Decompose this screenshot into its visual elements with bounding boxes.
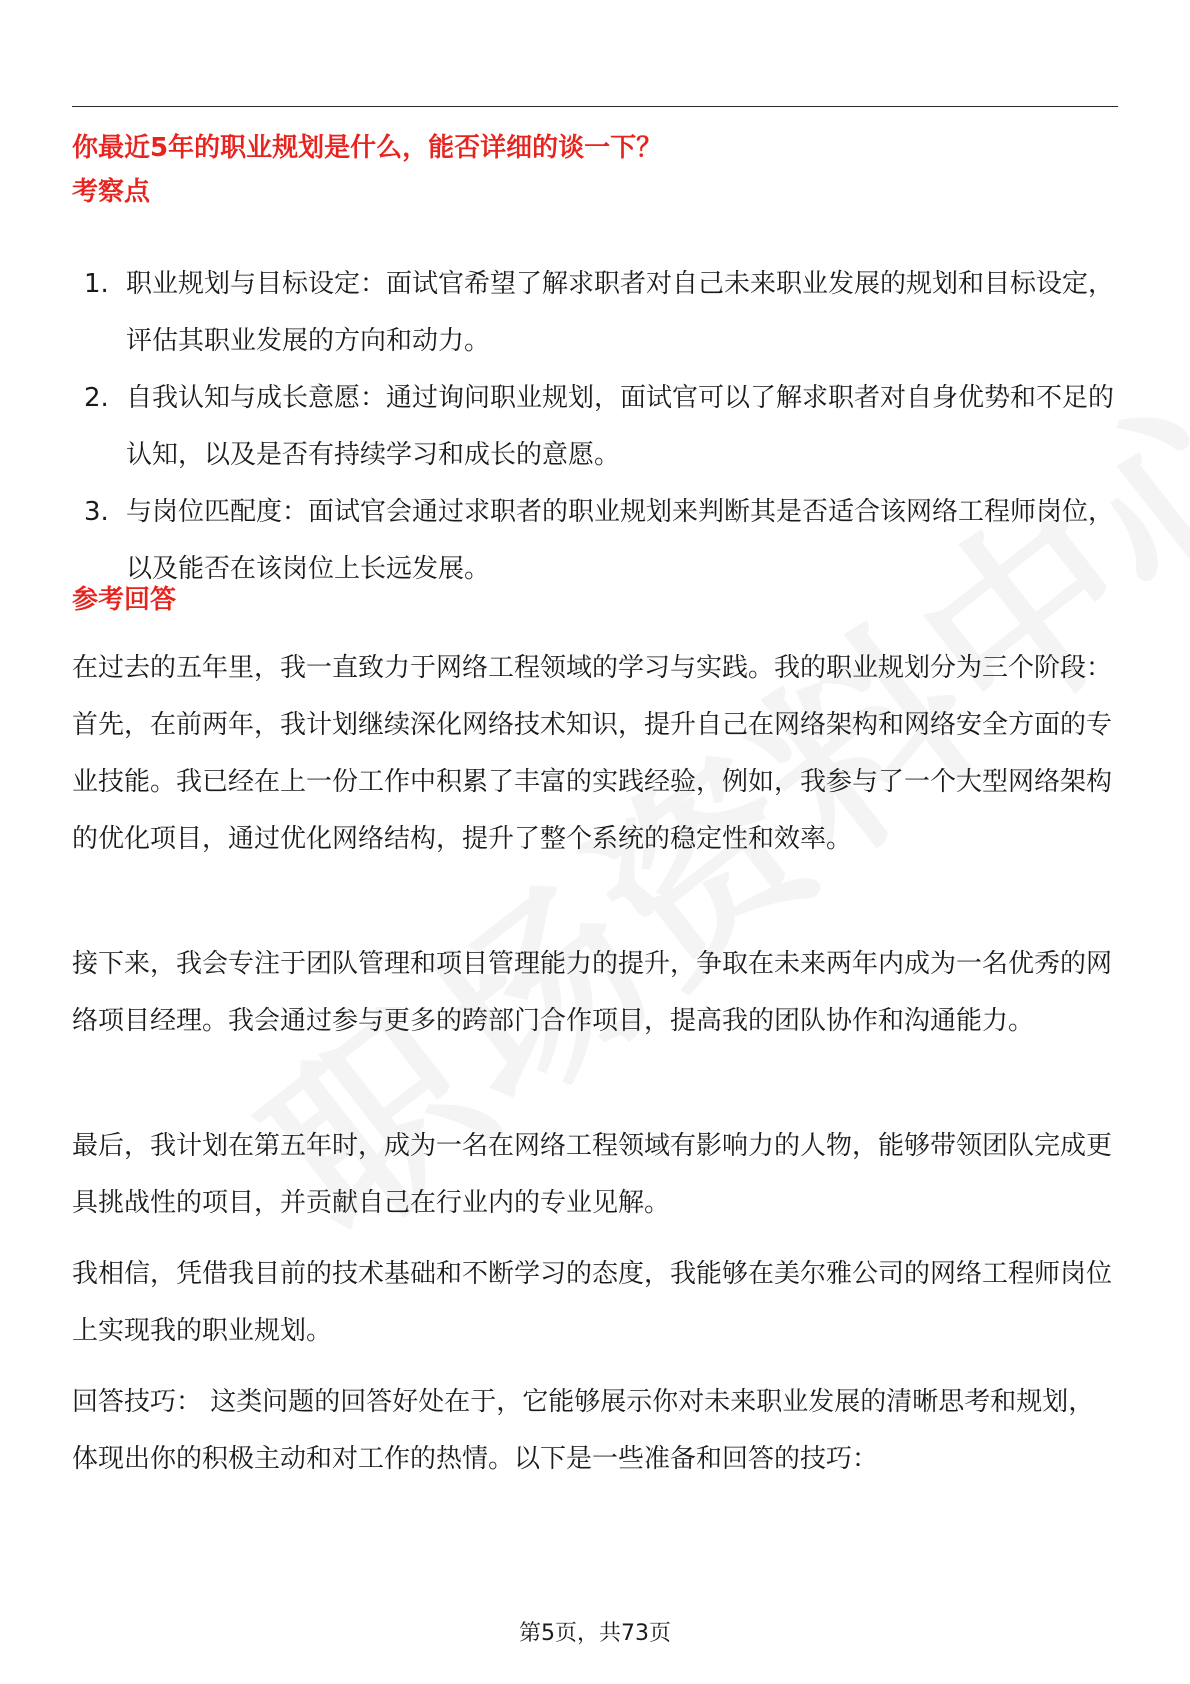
top-divider: [72, 106, 1118, 107]
reference-answer-heading: 参考回答: [72, 585, 177, 615]
list-item: [72, 370, 1118, 484]
answer-tips-paragraph: 回答技巧： 这类问题的回答好处在于，它能够展示你对未来职业发展的清晰思考和规划，体现出你的积极主动和对工作的热情。以下是一些准备和回答的技巧：: [72, 1387, 1095, 1474]
exam-points-heading: 考察点: [72, 177, 151, 207]
list-item-number: 1.: [84, 269, 109, 299]
answer-paragraph-1: 在过去的五年里，我一直致力于网络工程领域的学习与实践。我的职业规划分为三个阶段：首先，在前两年，我计划继续深化网络技术知识，提升自己在网络架构和网络安全方面的专业技能。我已经在上一份工作中积累了丰富的实践经验，例如，我参与了一个大型网络架构的优化项目，通过优化网络结构，提升了整个系统的稳定性和效率。: [72, 653, 1113, 854]
list-item: [72, 256, 1118, 370]
list-item-text: 自我认知与成长意愿：通过询问职业规划，面试官可以了解求职者对自身优势和不足的认知，以及是否有持续学习和成长的意愿。: [126, 383, 1115, 470]
page-number-footer: 第5页，共73页: [519, 1621, 671, 1646]
list-item-text: 职业规划与目标设定：面试官希望了解求职者对自己未来职业发展的规划和目标设定，评估其职业发展的方向和动力。: [126, 269, 1115, 356]
question-title: 你最近5年的职业规划是什么，能否详细的谈一下？: [72, 133, 663, 163]
answer-paragraph-3: 最后，我计划在第五年时，成为一名在网络工程领域有影响力的人物，能够带领团队完成更具挑战性的项目，并贡献自己在行业内的专业见解。: [72, 1131, 1113, 1218]
list-item-number: 3.: [84, 497, 109, 527]
list-item-number: 2.: [84, 383, 109, 413]
exam-points-list: [72, 256, 1118, 598]
answer-paragraph-2: 接下来，我会专注于团队管理和项目管理能力的提升，争取在未来两年内成为一名优秀的网络项目经理。我会通过参与更多的跨部门合作项目，提高我的团队协作和沟通能力。: [72, 949, 1113, 1036]
answer-paragraph-4: 我相信，凭借我目前的技术基础和不断学习的态度，我能够在美尔雅公司的网络工程师岗位上实现我的职业规划。: [72, 1259, 1113, 1346]
list-item-text: 与岗位匹配度：面试官会通过求职者的职业规划来判断其是否适合该网络工程师岗位，以及能否在该岗位上长远发展。: [126, 497, 1115, 584]
